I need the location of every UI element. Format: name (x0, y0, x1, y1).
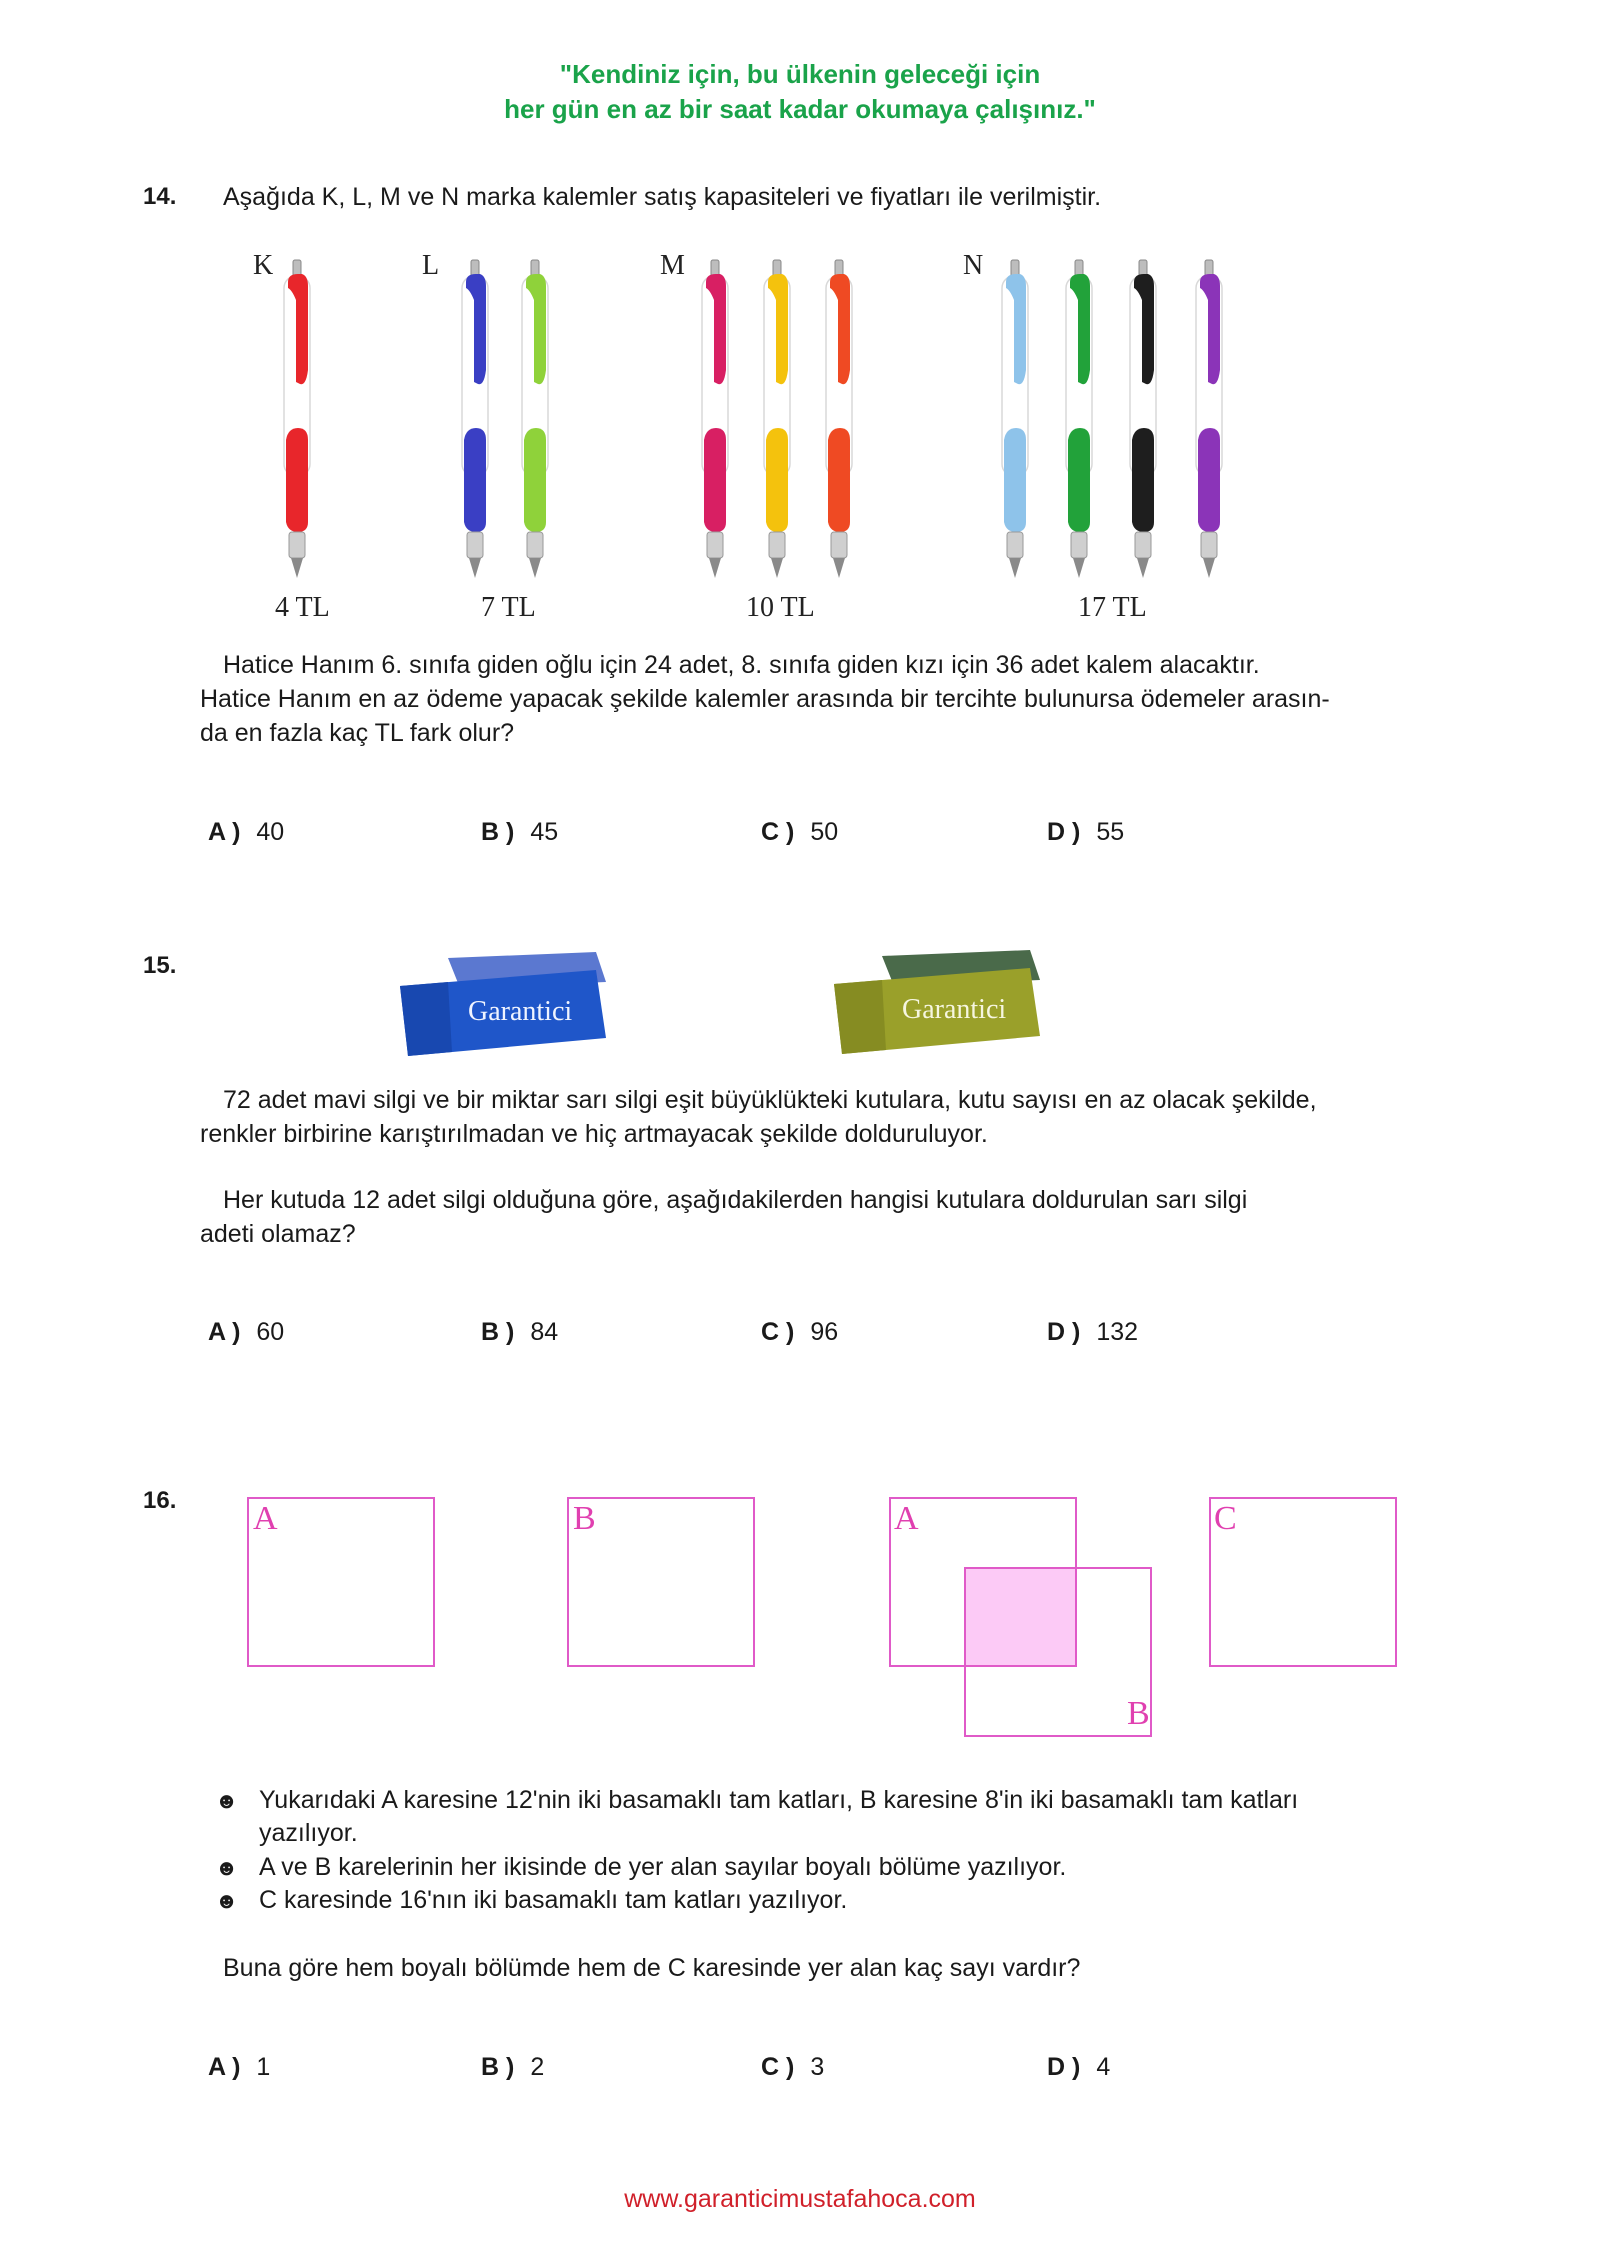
pen-l-2 (522, 260, 548, 578)
q16-bullet-3-text: C karesinde 16'nın iki basamaklı tam katları yazılıyor. (259, 1886, 848, 1914)
q15-option-c[interactable]: C ) 96 (761, 1318, 839, 1346)
question-14-body-line-1: Hatice Hanım 6. sınıfa giden oğlu için 24 adet, 8. sınıfa giden kızı için 36 adet kalem alacaktır. (223, 651, 1260, 679)
motto-line-2: her gün en az bir saat kadar okumaya çalışınız." (504, 94, 1096, 124)
question-16-prompt: Buna göre hem boyalı bölümde hem de C karesinde yer alan kaç sayı vardır? (223, 1954, 1081, 1982)
olive-eraser-label: Garantici (902, 994, 1007, 1025)
square-c (1210, 1498, 1396, 1666)
q16-bullet-2 (215, 1851, 1415, 1884)
shaded-intersection (965, 1568, 1076, 1666)
question-14-body-line-3: da en fazla kaç TL fark olur? (200, 719, 515, 747)
pen-n-3 (1130, 260, 1156, 578)
question-14-number: 14. (143, 183, 177, 210)
olive-eraser-image (834, 950, 1044, 1060)
question-15-number: 15. (143, 952, 177, 979)
square-c-label: C (1214, 1500, 1237, 1537)
q15-option-b[interactable]: B ) 84 (481, 1318, 559, 1346)
q16-option-d[interactable]: D ) 4 (1047, 2053, 1111, 2081)
pen-group-n-price: 17 TL (1078, 592, 1147, 623)
motto-line-1: "Kendiniz için, bu ülkenin geleceği için (559, 59, 1041, 89)
blue-eraser-image (400, 952, 610, 1062)
pen-n-4 (1196, 260, 1222, 578)
pen-group-l-label: L (422, 250, 440, 281)
q16-bullet-1 (215, 1784, 1415, 1850)
footer-link[interactable]: www.garanticimustafahoca.com (624, 2185, 976, 2213)
q16-option-b[interactable]: B ) 2 (481, 2053, 545, 2081)
pen-group-k-price: 4 TL (275, 592, 330, 623)
question-14-body-line-2: Hatice Hanım en az ödeme yapacak şekilde kalemler arasında bir tercihte bulunursa ödemeler arasın- (200, 685, 1330, 713)
pens-illustration (240, 250, 1260, 590)
square-b (568, 1498, 754, 1666)
question-15-p1-line-2: renkler birbirine karıştırılmadan ve hiç artmayacak şekilde dolduruluyor. (200, 1120, 988, 1148)
q16-option-c[interactable]: C ) 3 (761, 2053, 825, 2081)
pen-m-2 (764, 260, 790, 578)
bullet-icon: ☻ (215, 1855, 239, 1880)
q16-option-a[interactable]: A ) 1 (208, 2053, 271, 2081)
pen-k-1 (284, 260, 310, 578)
q14-option-b[interactable]: B ) 45 (481, 818, 559, 846)
q16-bullet-2-text: A ve B karelerinin her ikisinde de yer alan sayılar boyalı bölüme yazılıyor. (259, 1853, 1067, 1881)
pen-group-m-price: 10 TL (746, 592, 815, 623)
q15-option-a[interactable]: A ) 60 (208, 1318, 285, 1346)
q16-bullet-3 (215, 1884, 1415, 1917)
bullet-icon: ☻ (215, 1788, 239, 1813)
question-16-number: 16. (143, 1487, 177, 1514)
pen-group-m-label: M (660, 250, 685, 281)
square-b-label: B (573, 1500, 596, 1537)
blue-eraser-label: Garantici (468, 996, 573, 1027)
question-15-p2-line-1: Her kutuda 12 adet silgi olduğuna göre, aşağıdakilerden hangisi kutulara doldurulan sarı silgi (223, 1186, 1248, 1214)
pen-group-k-label: K (253, 250, 274, 281)
pen-n-1 (1002, 260, 1028, 578)
overlap-square-a-label: A (894, 1500, 919, 1537)
pen-m-1 (702, 260, 728, 578)
overlap-square-b-label: B (1127, 1695, 1150, 1732)
bullet-icon: ☻ (215, 1888, 239, 1913)
question-15-p2-line-2: adeti olamaz? (200, 1220, 356, 1248)
pen-l-1 (462, 260, 488, 578)
q14-option-a[interactable]: A ) 40 (208, 818, 285, 846)
q14-option-d[interactable]: D ) 55 (1047, 818, 1125, 846)
q15-option-d[interactable]: D ) 132 (1047, 1318, 1139, 1346)
q16-bullet-1-line-2: yazılıyor. (259, 1819, 358, 1847)
q16-bullet-1-line-1: Yukarıdaki A karesine 12'nin iki basamaklı tam katları, B karesine 8'in iki basamaklı tam katları (259, 1786, 1299, 1814)
q14-option-c[interactable]: C ) 50 (761, 818, 839, 846)
pen-m-3 (826, 260, 852, 578)
square-a-label: A (253, 1500, 278, 1537)
pen-group-n-label: N (963, 250, 984, 281)
pen-group-l-price: 7 TL (481, 592, 536, 623)
question-15-p1-line-1: 72 adet mavi silgi ve bir miktar sarı silgi eşit büyüklükteki kutulara, kutu sayısı en az olacak şekilde, (223, 1086, 1317, 1114)
question-14-intro: Aşağıda K, L, M ve N marka kalemler satış kapasiteleri ve fiyatları ile verilmiştir. (223, 183, 1102, 211)
pen-n-2 (1066, 260, 1092, 578)
